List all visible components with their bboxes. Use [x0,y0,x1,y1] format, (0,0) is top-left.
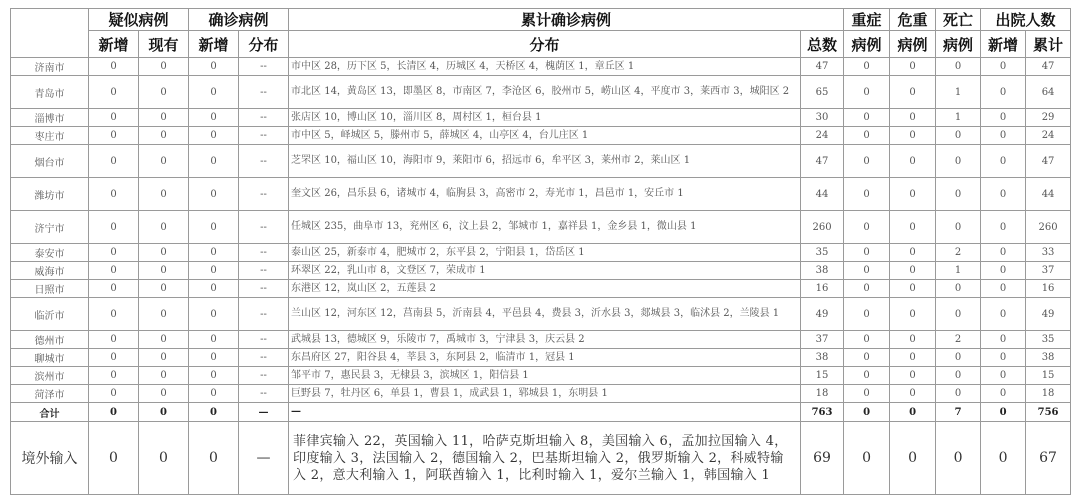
table-row [11,367,1071,385]
confirmed-distribution-cell: -- [239,280,289,298]
table-row [11,262,1071,280]
severe-cell: 0 [844,385,890,403]
header-discharged: 出院人数 [981,9,1071,31]
discharged-total-cell: 29 [1026,109,1071,127]
discharged-new-cell: 0 [981,76,1026,109]
suspected-new-cell: 0 [89,280,139,298]
severe-cell: 0 [844,244,890,262]
header-confirmed-distribution: 分布 [239,31,289,58]
suspected-current-cell: 0 [139,76,189,109]
critical-cell: 0 [890,349,936,367]
confirmed-distribution-cell: -- [239,76,289,109]
cumulative-distribution-cell: 市北区 14，黄岛区 13，即墨区 8，市南区 7，李沧区 6，胶州市 5，崂山区 4，平度市 3，莱西市 3，城阳区 2 [289,76,801,109]
cumulative-distribution-cell: 菲律宾输入 22，英国输入 11，哈萨克斯坦输入 8，美国输入 6，孟加拉国输入 4，印度输入 3，法国输入 2，德国输入 2，巴基斯坦输入 2，俄罗斯输入 2，科威特输入 2，意大利输入 1，阿联酋输入 1，比利时输入 1，爱尔兰输入 1，韩国输入 1 [289,422,801,495]
suspected-new-cell: 0 [89,298,139,331]
city-cell: 威海市 [11,262,89,280]
discharged-new-cell: 0 [981,145,1026,178]
severe-cell: 0 [844,367,890,385]
discharged-total-cell: 18 [1026,385,1071,403]
cumulative-distribution-cell: 市中区 28，历下区 5，长清区 4，历城区 4，天桥区 4，槐荫区 1，章丘区 1 [289,58,801,76]
discharged-total-cell: 38 [1026,349,1071,367]
covid-statistics-table [10,8,1071,495]
header-blank [11,9,89,58]
suspected-new-cell: 0 [89,367,139,385]
death-cell: 0 [936,422,981,495]
confirmed-new-cell: 0 [189,331,239,349]
table-row [11,349,1071,367]
death-cell: 1 [936,262,981,280]
confirmed-distribution-cell: -- [239,262,289,280]
discharged-new-cell: 0 [981,280,1026,298]
confirmed-distribution-cell: — [239,422,289,495]
cumulative-total-cell: 65 [801,76,844,109]
suspected-current-cell: 0 [139,367,189,385]
confirmed-new-cell: 0 [189,178,239,211]
header-suspected-current: 现有 [139,31,189,58]
suspected-current-cell: 0 [139,331,189,349]
confirmed-distribution-cell: -- [239,349,289,367]
cumulative-distribution-cell: 泰山区 25，新泰市 4，肥城市 2，东平县 2，宁阳县 1，岱岳区 1 [289,244,801,262]
critical-cell: 0 [890,385,936,403]
suspected-current-cell: 0 [139,145,189,178]
header-severe: 重症 [844,9,890,31]
critical-cell: 0 [890,298,936,331]
critical-cell: 0 [890,76,936,109]
critical-cell: 0 [890,109,936,127]
suspected-current-cell: 0 [139,178,189,211]
cumulative-total-cell: 47 [801,58,844,76]
suspected-current-cell: 0 [139,262,189,280]
header-row-1 [11,9,1071,31]
confirmed-distribution-cell: -- [239,109,289,127]
header-row-2 [11,31,1071,58]
confirmed-distribution-cell: -- [239,127,289,145]
cumulative-total-cell: 35 [801,244,844,262]
confirmed-new-cell: 0 [189,127,239,145]
death-cell: 0 [936,367,981,385]
discharged-new-cell: 0 [981,127,1026,145]
header-severe-cases: 病例 [844,31,890,58]
severe-cell: 0 [844,403,890,422]
critical-cell: 0 [890,262,936,280]
header-discharged-total: 累计 [1026,31,1071,58]
discharged-new-cell: 0 [981,109,1026,127]
header-confirmed-new: 新增 [189,31,239,58]
suspected-new-cell: 0 [89,331,139,349]
table-row [11,76,1071,109]
confirmed-distribution-cell: -- [239,211,289,244]
city-cell: 烟台市 [11,145,89,178]
discharged-new-cell: 0 [981,403,1026,422]
table-row [11,280,1071,298]
cumulative-total-cell: 16 [801,280,844,298]
death-cell: 0 [936,349,981,367]
severe-cell: 0 [844,127,890,145]
death-cell: 7 [936,403,981,422]
cumulative-distribution-cell: 巨野县 7，牡丹区 6，单县 1，曹县 1，成武县 1，郓城县 1，东明县 1 [289,385,801,403]
cumulative-total-cell: 69 [801,422,844,495]
suspected-current-cell: 0 [139,211,189,244]
critical-cell: 0 [890,403,936,422]
suspected-current-cell: 0 [139,280,189,298]
discharged-total-cell: 33 [1026,244,1071,262]
critical-cell: 0 [890,178,936,211]
cumulative-total-cell: 15 [801,367,844,385]
confirmed-new-cell: 0 [189,367,239,385]
table-row [11,244,1071,262]
confirmed-new-cell: 0 [189,385,239,403]
table-row [11,298,1071,331]
cumulative-distribution-cell: 奎文区 26，昌乐县 6，诸城市 4，临朐县 3，高密市 2，寿光市 1，昌邑市 1，安丘市 1 [289,178,801,211]
confirmed-new-cell: 0 [189,109,239,127]
confirmed-new-cell: 0 [189,262,239,280]
discharged-total-cell: 24 [1026,127,1071,145]
discharged-total-cell: 47 [1026,58,1071,76]
discharged-total-cell: 37 [1026,262,1071,280]
table-row [11,331,1071,349]
suspected-current-cell: 0 [139,349,189,367]
critical-cell: 0 [890,211,936,244]
discharged-new-cell: 0 [981,211,1026,244]
cumulative-distribution-cell: 环翠区 22，乳山市 8，文登区 7，荣成市 1 [289,262,801,280]
header-death: 死亡 [936,9,981,31]
suspected-current-cell: 0 [139,298,189,331]
city-cell: 临沂市 [11,298,89,331]
header-discharged-new: 新增 [981,31,1026,58]
confirmed-new-cell: 0 [189,58,239,76]
header-cumulative: 累计确诊病例 [289,9,844,31]
cumulative-distribution-cell: 邹平市 7，惠民县 3，无棣县 3，滨城区 1，阳信县 1 [289,367,801,385]
discharged-new-cell: 0 [981,178,1026,211]
suspected-new-cell: 0 [89,178,139,211]
discharged-new-cell: 0 [981,422,1026,495]
discharged-total-cell: 47 [1026,145,1071,178]
suspected-new-cell: 0 [89,262,139,280]
cumulative-total-cell: 763 [801,403,844,422]
critical-cell: 0 [890,244,936,262]
severe-cell: 0 [844,76,890,109]
discharged-total-cell: 35 [1026,331,1071,349]
discharged-total-cell: 260 [1026,211,1071,244]
discharged-new-cell: 0 [981,331,1026,349]
critical-cell: 0 [890,127,936,145]
suspected-current-cell: 0 [139,403,189,422]
cumulative-total-cell: 18 [801,385,844,403]
city-cell: 德州市 [11,331,89,349]
city-cell: 菏泽市 [11,385,89,403]
cumulative-distribution-cell: 武城县 13，德城区 9，乐陵市 7，禹城市 3，宁津县 3，庆云县 2 [289,331,801,349]
discharged-new-cell: 0 [981,367,1026,385]
suspected-new-cell: 0 [89,244,139,262]
critical-cell: 0 [890,58,936,76]
cumulative-distribution-cell: 东港区 12，岚山区 2，五莲县 2 [289,280,801,298]
city-cell: 合计 [11,403,89,422]
cumulative-total-cell: 38 [801,349,844,367]
cumulative-total-cell: 47 [801,145,844,178]
discharged-new-cell: 0 [981,349,1026,367]
confirmed-distribution-cell: -- [239,298,289,331]
city-cell: 淄博市 [11,109,89,127]
cumulative-total-cell: 37 [801,331,844,349]
death-cell: 1 [936,109,981,127]
discharged-new-cell: 0 [981,262,1026,280]
confirmed-new-cell: 0 [189,145,239,178]
suspected-new-cell: 0 [89,127,139,145]
severe-cell: 0 [844,211,890,244]
header-confirmed: 确诊病例 [189,9,289,31]
city-cell: 日照市 [11,280,89,298]
discharged-total-cell: 756 [1026,403,1071,422]
confirmed-new-cell: 0 [189,211,239,244]
death-cell: 2 [936,331,981,349]
confirmed-distribution-cell: -- [239,331,289,349]
city-cell: 青岛市 [11,76,89,109]
table-row [11,109,1071,127]
critical-cell: 0 [890,422,936,495]
suspected-new-cell: 0 [89,145,139,178]
death-cell: 0 [936,178,981,211]
death-cell: 2 [936,244,981,262]
death-cell: 0 [936,298,981,331]
confirmed-distribution-cell: -- [239,385,289,403]
discharged-new-cell: 0 [981,58,1026,76]
confirmed-new-cell: 0 [189,298,239,331]
suspected-new-cell: 0 [89,385,139,403]
cumulative-distribution-cell: 市中区 5，峄城区 5，滕州市 5，薛城区 4，山亭区 4，台儿庄区 1 [289,127,801,145]
header-cumulative-distribution: 分布 [289,31,801,58]
cumulative-distribution-cell: 张店区 10，博山区 10，淄川区 8，周村区 1，桓台县 1 [289,109,801,127]
city-cell: 枣庄市 [11,127,89,145]
discharged-total-cell: 16 [1026,280,1071,298]
discharged-new-cell: 0 [981,244,1026,262]
cumulative-total-cell: 24 [801,127,844,145]
suspected-current-cell: 0 [139,385,189,403]
cumulative-distribution-cell: 芝罘区 10，福山区 10，海阳市 9，莱阳市 6，招远市 6，牟平区 3，莱州市 2，莱山区 1 [289,145,801,178]
critical-cell: 0 [890,331,936,349]
death-cell: 0 [936,385,981,403]
severe-cell: 0 [844,422,890,495]
header-critical-cases: 病例 [890,31,936,58]
confirmed-new-cell: 0 [189,244,239,262]
confirmed-new-cell: 0 [189,422,239,495]
city-cell: 济宁市 [11,211,89,244]
cumulative-total-cell: 44 [801,178,844,211]
table-row [11,385,1071,403]
city-cell: 潍坊市 [11,178,89,211]
table-row [11,211,1071,244]
header-critical: 危重 [890,9,936,31]
table-row [11,145,1071,178]
critical-cell: 0 [890,367,936,385]
severe-cell: 0 [844,280,890,298]
discharged-total-cell: 49 [1026,298,1071,331]
suspected-new-cell: 0 [89,58,139,76]
suspected-new-cell: 0 [89,76,139,109]
suspected-current-cell: 0 [139,109,189,127]
suspected-current-cell: 0 [139,244,189,262]
confirmed-distribution-cell: -- [239,367,289,385]
confirmed-distribution-cell: — [239,403,289,422]
suspected-current-cell: 0 [139,422,189,495]
cumulative-total-cell: 260 [801,211,844,244]
severe-cell: 0 [844,349,890,367]
confirmed-new-cell: 0 [189,76,239,109]
death-cell: 0 [936,127,981,145]
discharged-new-cell: 0 [981,385,1026,403]
cumulative-distribution-cell: 东昌府区 27，阳谷县 4，莘县 3，东阿县 2，临清市 1，冠县 1 [289,349,801,367]
city-cell: 滨州市 [11,367,89,385]
cumulative-total-cell: 38 [801,262,844,280]
suspected-new-cell: 0 [89,403,139,422]
header-suspected-new: 新增 [89,31,139,58]
cumulative-total-cell: 30 [801,109,844,127]
suspected-new-cell: 0 [89,422,139,495]
abroad-import-row [11,422,1071,495]
suspected-new-cell: 0 [89,211,139,244]
critical-cell: 0 [890,280,936,298]
severe-cell: 0 [844,331,890,349]
header-cumulative-total: 总数 [801,31,844,58]
city-cell: 境外输入 [11,422,89,495]
suspected-new-cell: 0 [89,109,139,127]
cumulative-distribution-cell: 任城区 235，曲阜市 13，兖州区 6，汶上县 2，邹城市 1，嘉祥县 1，金乡县 1，微山县 1 [289,211,801,244]
severe-cell: 0 [844,145,890,178]
confirmed-new-cell: 0 [189,403,239,422]
severe-cell: 0 [844,58,890,76]
death-cell: 1 [936,76,981,109]
cumulative-distribution-cell: — [289,403,801,422]
suspected-new-cell: 0 [89,349,139,367]
confirmed-distribution-cell: -- [239,58,289,76]
critical-cell: 0 [890,145,936,178]
severe-cell: 0 [844,178,890,211]
table-row [11,58,1071,76]
suspected-current-cell: 0 [139,127,189,145]
death-cell: 0 [936,280,981,298]
discharged-new-cell: 0 [981,298,1026,331]
suspected-current-cell: 0 [139,58,189,76]
death-cell: 0 [936,58,981,76]
death-cell: 0 [936,211,981,244]
discharged-total-cell: 67 [1026,422,1071,495]
severe-cell: 0 [844,262,890,280]
confirmed-new-cell: 0 [189,349,239,367]
confirmed-distribution-cell: -- [239,145,289,178]
city-cell: 济南市 [11,58,89,76]
cumulative-distribution-cell: 兰山区 12，河东区 12，莒南县 5，沂南县 4，平邑县 4，费县 3，沂水县 3，郯城县 3，临沭县 2，兰陵县 1 [289,298,801,331]
header-death-cases: 病例 [936,31,981,58]
severe-cell: 0 [844,298,890,331]
table-row [11,178,1071,211]
header-suspected: 疑似病例 [89,9,189,31]
city-cell: 泰安市 [11,244,89,262]
table-row [11,127,1071,145]
cumulative-total-cell: 49 [801,298,844,331]
total-row [11,403,1071,422]
confirmed-distribution-cell: -- [239,244,289,262]
confirmed-distribution-cell: -- [239,178,289,211]
death-cell: 0 [936,145,981,178]
city-cell: 聊城市 [11,349,89,367]
confirmed-new-cell: 0 [189,280,239,298]
severe-cell: 0 [844,109,890,127]
discharged-total-cell: 64 [1026,76,1071,109]
discharged-total-cell: 44 [1026,178,1071,211]
discharged-total-cell: 15 [1026,367,1071,385]
